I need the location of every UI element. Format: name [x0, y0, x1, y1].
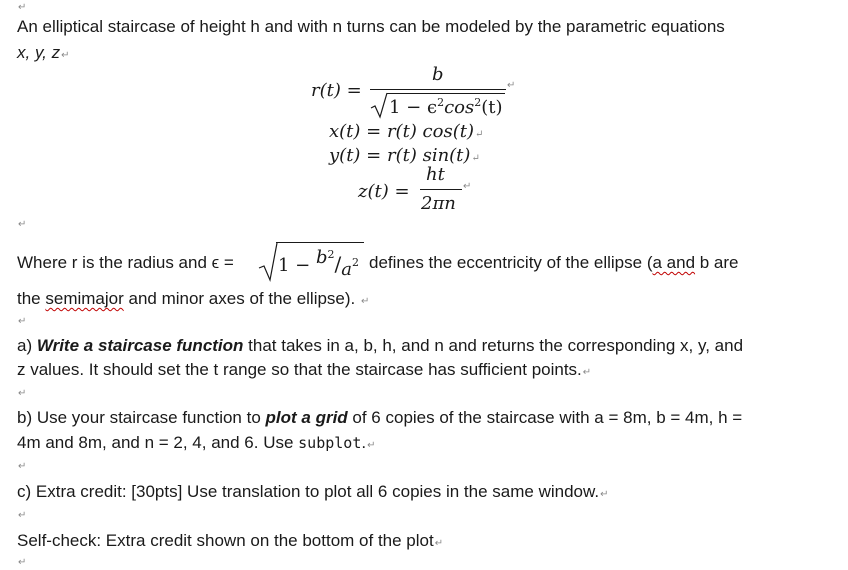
x-eq-text: x(t) = r(t) cos(t) — [329, 121, 474, 142]
exp: 2 — [352, 256, 360, 269]
den-arg: (t) — [481, 97, 503, 118]
paragraph-mark: ↵ — [507, 80, 516, 91]
part-a-line-1 — [17, 336, 743, 356]
spelling-flag: semimajor — [45, 289, 124, 308]
part-c — [17, 482, 608, 502]
paragraph-mark: ↵ — [361, 296, 370, 307]
sqrt-symbol — [258, 242, 278, 282]
y-equation — [329, 145, 480, 166]
intro-line-2 — [17, 43, 70, 63]
eccentricity-pre — [17, 253, 234, 273]
paragraph-mark: ↵ — [582, 367, 592, 378]
paragraph-mark: ↵ — [18, 461, 27, 472]
part-b-text-2: of 6 copies of the staircase with a = 8m, b = 4m, h = — [347, 408, 743, 427]
eccentricity-radicand — [278, 247, 360, 280]
paragraph-mark: ↵ — [475, 129, 484, 140]
r-eq-fraction-bar — [370, 89, 506, 90]
paragraph-mark: ↵ — [434, 538, 444, 549]
z-eq-denominator: 2πn — [421, 193, 456, 214]
part-a-label: a) — [17, 336, 37, 355]
den-cos: cos — [444, 97, 475, 118]
eccentricity-pre-text: Where r is the radius and ϵ = — [17, 253, 234, 272]
paragraph-mark: ↵ — [471, 153, 480, 164]
rad-slash: / — [334, 252, 342, 276]
x-equation — [329, 121, 483, 142]
exp: 2 — [327, 248, 335, 261]
z-eq-fraction-bar — [420, 189, 462, 190]
paragraph-mark: ↵ — [18, 388, 27, 399]
r-eq-denominator — [389, 96, 503, 118]
rad-a: a — [341, 259, 353, 280]
text: . — [361, 433, 367, 452]
text: and minor axes of the ellipse). — [123, 289, 360, 308]
eccentricity-sqrt-bar — [276, 242, 364, 243]
part-b-line-1 — [17, 408, 742, 428]
r-eq-numerator: b — [432, 64, 444, 85]
paragraph-mark: ↵ — [18, 316, 27, 327]
rad-one-minus: 1 − — [278, 255, 311, 276]
eccentricity-line-2 — [17, 289, 369, 309]
z-eq-lhs: z(t) = — [358, 181, 410, 202]
part-a-text-2: z values. It should set the t range so that the staircase has sufficient points. — [17, 360, 582, 379]
part-b-line-2 — [17, 433, 376, 453]
paragraph-mark: ↵ — [18, 219, 27, 230]
part-a-text: that takes in a, b, h, and n and returns the corresponding x, y, and — [243, 336, 744, 355]
sqrt-symbol — [370, 92, 390, 118]
spelling-flag: a and — [652, 253, 696, 272]
intro-text: An elliptical staircase of height h and with n turns can be modeled by the parametric equations — [17, 17, 725, 36]
r-eq-sqrt-bar — [387, 93, 505, 94]
part-b-emphasis: plot a grid — [265, 408, 348, 427]
self-check — [17, 531, 443, 551]
paragraph-mark: ↵ — [18, 510, 27, 521]
text: the — [17, 289, 46, 308]
code-subplot: subplot — [298, 434, 362, 452]
r-eq-lhs: r(t) = — [311, 80, 362, 101]
part-b-text-3: 4m and 8m, and n = 2, 4, and 6. Use — [17, 433, 299, 452]
intro-variables: x, y, z — [17, 43, 61, 62]
den-part: 1 − ϵ — [389, 97, 438, 118]
part-c-text: c) Extra credit: [30pts] Use translation to plot all 6 copies in the same window. — [17, 482, 600, 501]
paragraph-mark: ↵ — [600, 489, 609, 500]
part-b-text: b) Use your staircase function to — [17, 408, 266, 427]
rad-b: b — [316, 247, 328, 268]
paragraph-mark: ↵ — [18, 557, 27, 568]
z-eq-numerator: ht — [426, 164, 445, 185]
paragraph-mark: ↵ — [61, 50, 70, 61]
exp: 2 — [437, 96, 445, 109]
eccentricity-post-text: defines the eccentricity of the ellipse ( — [369, 253, 653, 272]
eccentricity-post-text-2: b are — [695, 253, 739, 272]
paragraph-mark: ↵ — [463, 181, 472, 192]
paragraph-mark: ↵ — [367, 440, 376, 451]
intro-line-1 — [17, 17, 725, 37]
y-eq-text: y(t) = r(t) sin(t) — [329, 145, 471, 166]
self-check-text: Self-check: Extra credit shown on the bottom of the plot — [17, 531, 434, 550]
paragraph-mark: ↵ — [18, 2, 27, 13]
eccentricity-post — [369, 253, 739, 273]
exp: 2 — [474, 96, 482, 109]
part-a-line-2 — [17, 360, 591, 380]
part-a-emphasis: Write a staircase function — [36, 336, 244, 355]
